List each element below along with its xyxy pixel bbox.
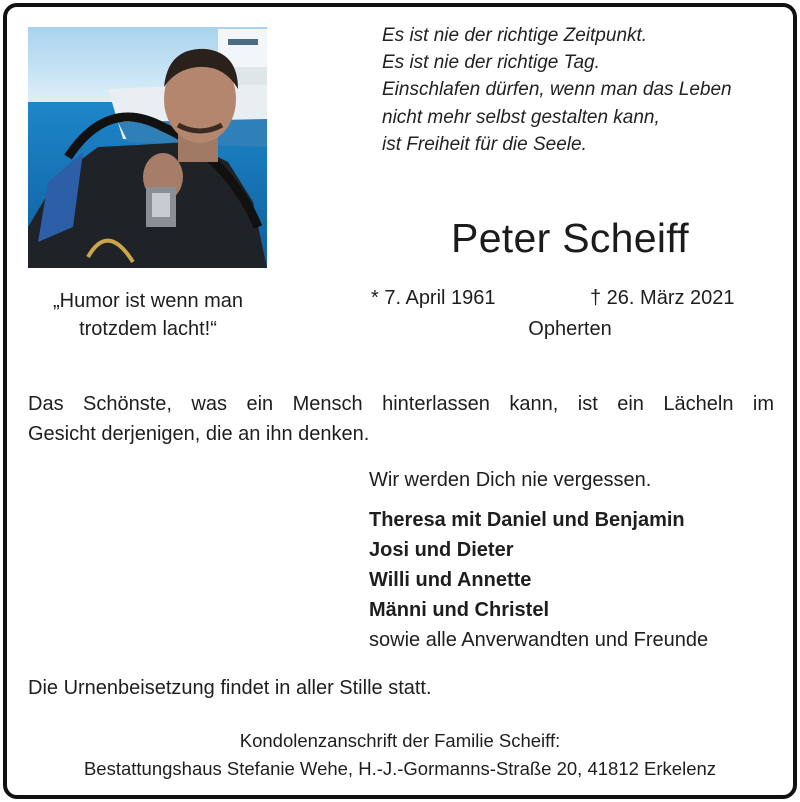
mourner-name: Männi und Christel (369, 599, 549, 621)
motto-quote (28, 287, 268, 343)
burial-notice: Die Urnenbeisetzung findet in aller Stille statt. (28, 677, 432, 699)
memorial-quote (28, 389, 774, 449)
birth-date: * 7. April 1961 (371, 287, 496, 309)
condolence-address-line: Bestattungshaus Stefanie Wehe, H.-J.-Gormanns-Straße 20, 41812 Erkelenz (83, 758, 717, 779)
death-date: † 26. März 2021 (590, 287, 735, 309)
mourners-others: sowie alle Anverwandten und Freunde (369, 629, 709, 651)
poem-line: Es ist nie der richtige Tag. (382, 52, 600, 74)
residence-place: Opherten (528, 318, 612, 340)
deceased-name: Peter Scheiff (451, 215, 689, 261)
poem (382, 22, 782, 158)
poem-line: Es ist nie der richtige Zeitpunkt. (382, 25, 648, 46)
portrait-photo (28, 27, 267, 268)
motto-line: trotzdem lacht!“ (79, 318, 217, 340)
memorial-quote-line: Gesicht derjenigen, die an ihn denken. (28, 423, 370, 445)
poem-line: ist Freiheit für die Seele. (382, 133, 587, 155)
mourner-name: Theresa mit Daniel und Benjamin (369, 509, 685, 531)
mourner-name: Josi und Dieter (369, 539, 514, 561)
mourners-list (369, 505, 708, 655)
mourner-name: Willi und Annette (369, 569, 532, 591)
motto-line: „Humor ist wenn man (52, 290, 244, 312)
memorial-quote-line: Das Schönste, was ein Mensch hinterlassen kann, ist ein Lächeln im (28, 393, 774, 415)
mourners-intro: Wir werden Dich nie vergessen. (369, 469, 652, 491)
condolence-heading: Kondolenzanschrift der Familie Scheiff: (239, 730, 561, 751)
poem-line: Einschlafen dürfen, wenn man das Leben (382, 79, 732, 101)
poem-line: nicht mehr selbst gestalten kann, (382, 106, 660, 128)
condolence-address (20, 727, 780, 783)
